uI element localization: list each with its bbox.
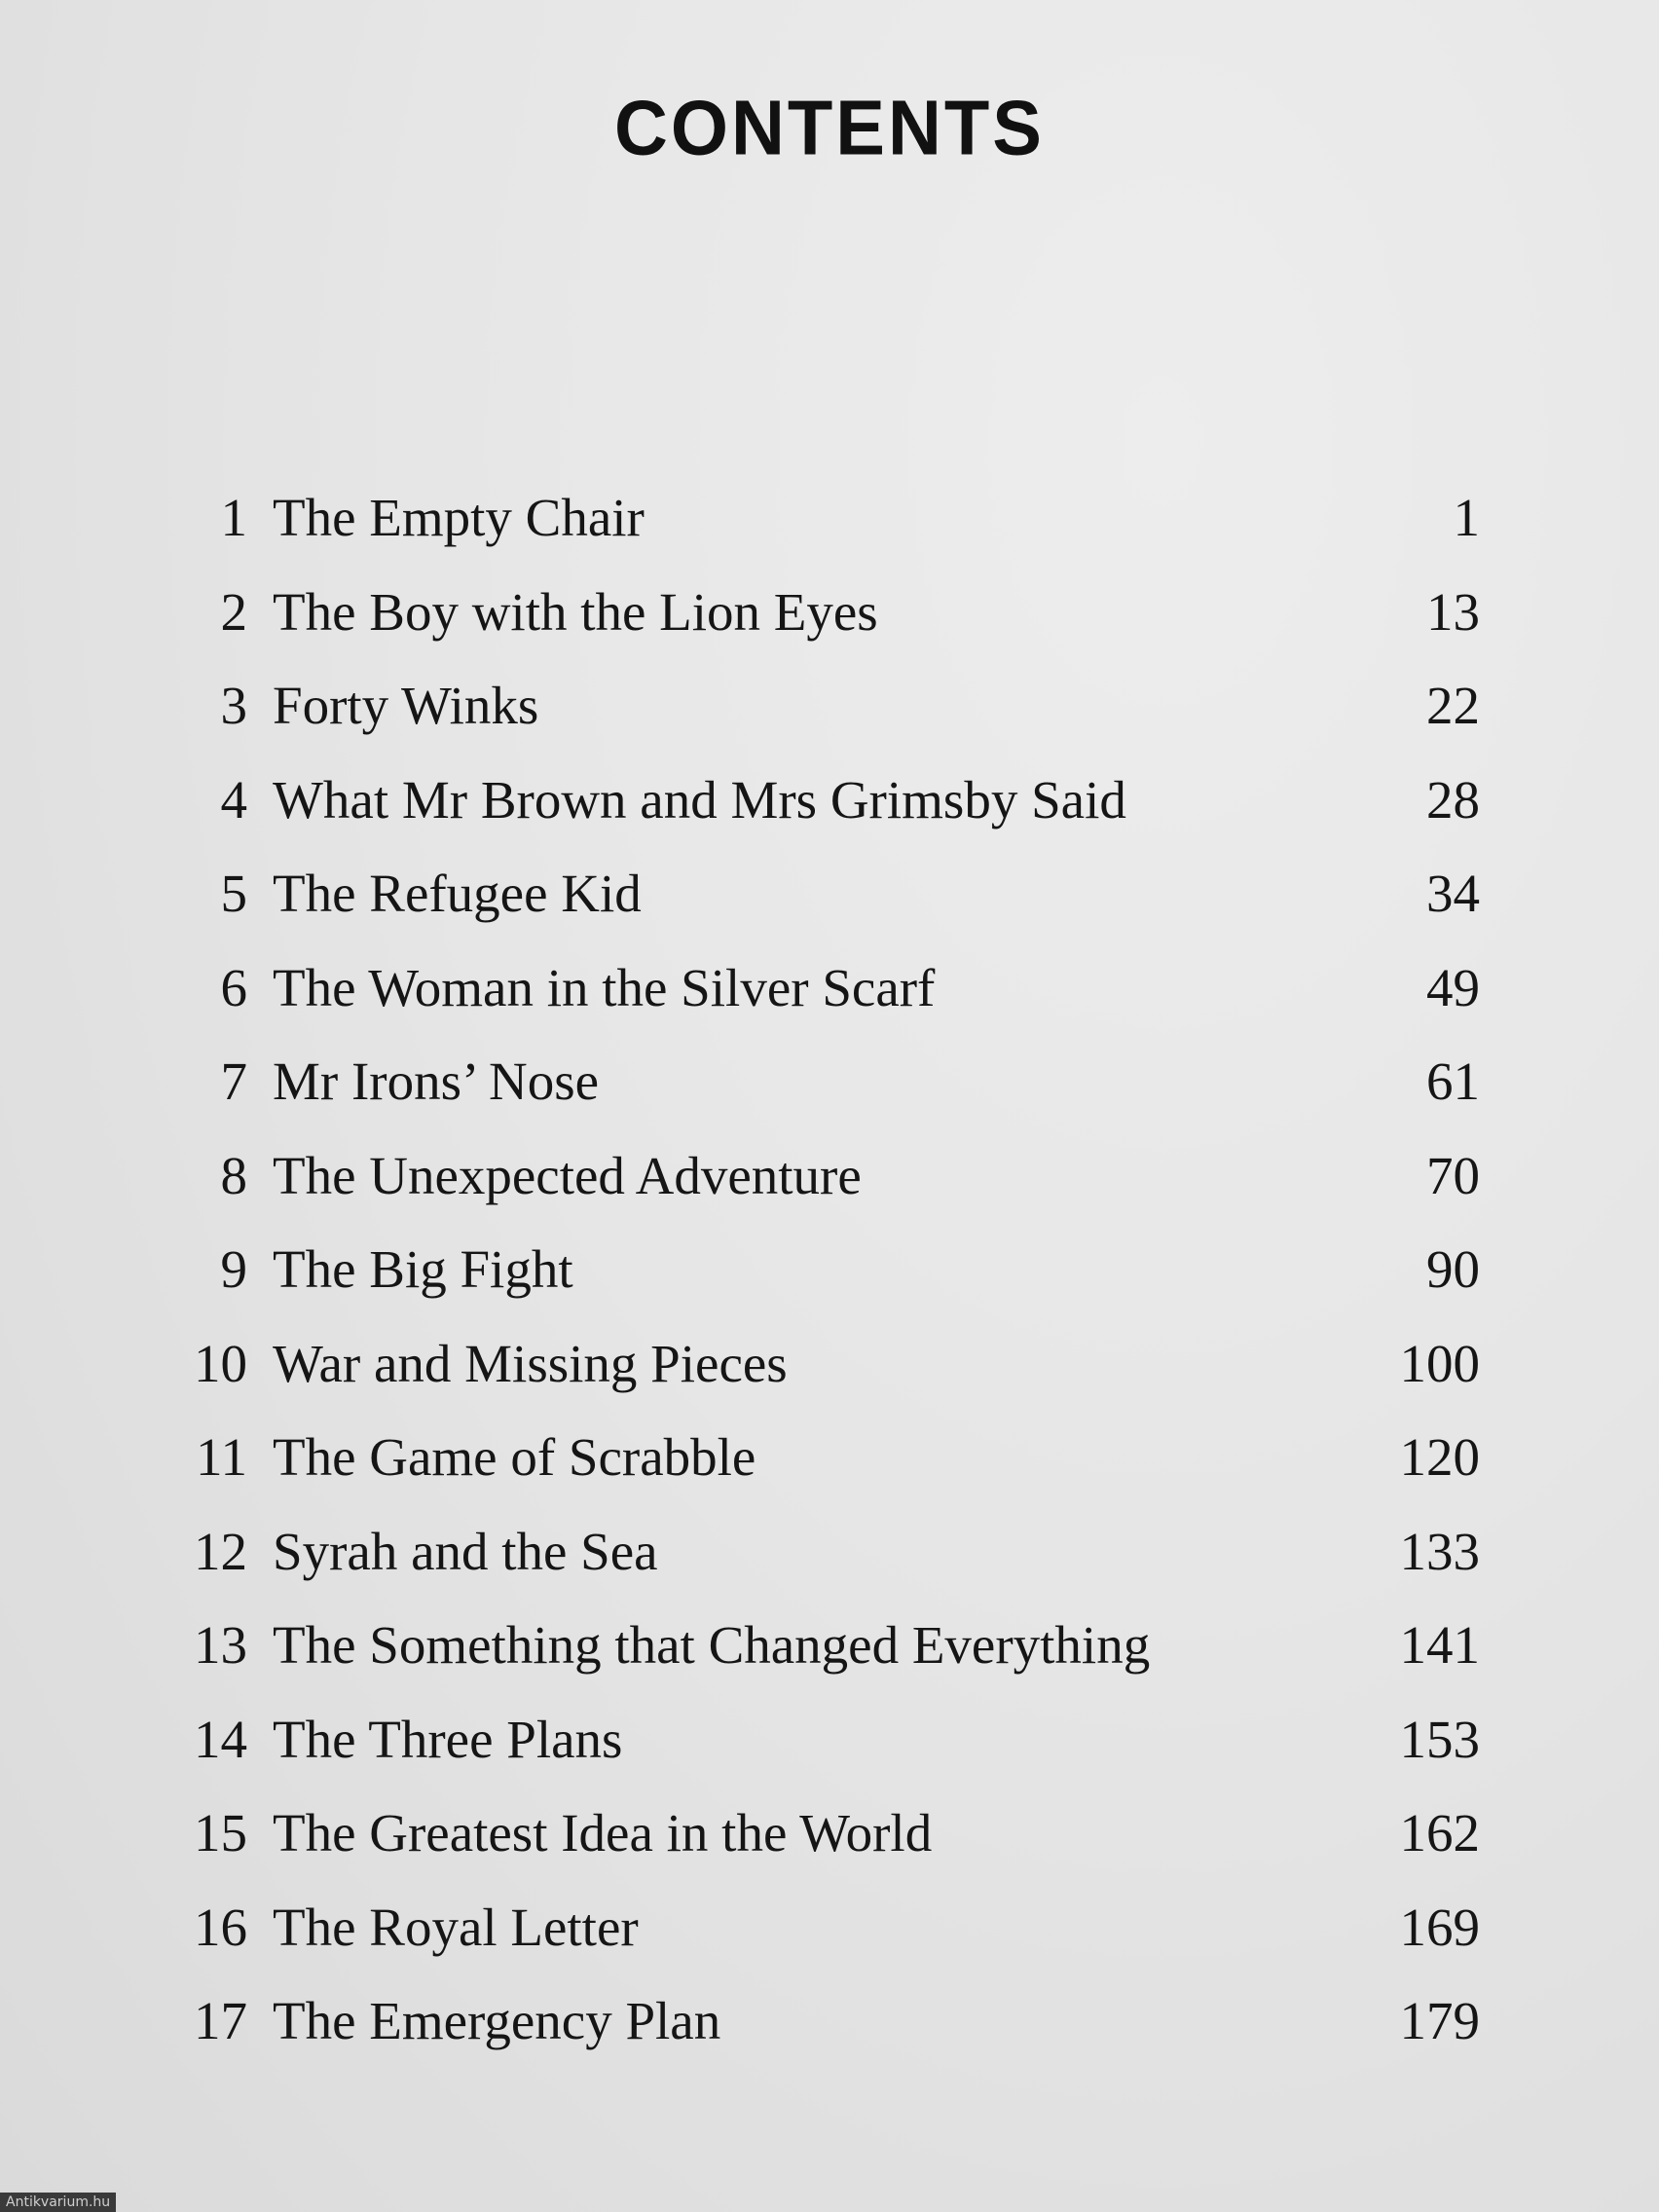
chapter-number: 17 — [194, 1991, 247, 2050]
chapter-page: 1 — [1453, 488, 1480, 547]
toc-row — [175, 667, 1480, 761]
chapter-title: The Three Plans — [273, 1709, 623, 1769]
chapter-title: War and Missing Pieces — [273, 1333, 788, 1393]
chapter-title: Syrah and the Sea — [273, 1521, 658, 1581]
chapter-title: The Boy with the Lion Eyes — [273, 581, 878, 642]
chapter-title: The Woman in the Silver Scarf — [273, 957, 936, 1017]
toc-row — [175, 1513, 1480, 1607]
toc-row — [175, 573, 1480, 668]
chapter-title: The Royal Letter — [273, 1897, 639, 1957]
chapter-number: 6 — [220, 957, 247, 1017]
chapter-title: The Refugee Kid — [273, 864, 642, 923]
toc-row — [175, 1325, 1480, 1419]
chapter-number: 15 — [194, 1803, 247, 1862]
chapter-page: 153 — [1399, 1709, 1480, 1769]
toc-row — [175, 1137, 1480, 1232]
chapter-number: 3 — [220, 676, 247, 735]
toc-row — [175, 1419, 1480, 1513]
chapter-page: 28 — [1426, 769, 1480, 830]
toc-row — [175, 1889, 1480, 1983]
chapter-title: The Game of Scrabble — [273, 1427, 756, 1487]
toc-row — [175, 1606, 1480, 1701]
chapter-title: The Greatest Idea in the World — [273, 1803, 933, 1862]
chapter-page: 49 — [1426, 957, 1480, 1017]
table-of-contents — [175, 479, 1480, 2077]
watermark: Antikvarium.hu — [0, 2193, 116, 2212]
chapter-page: 61 — [1426, 1051, 1480, 1111]
page-title: CONTENTS — [614, 84, 1045, 172]
chapter-number: 14 — [194, 1709, 247, 1769]
chapter-number: 16 — [194, 1897, 247, 1957]
chapter-page: 141 — [1399, 1615, 1480, 1675]
chapter-page: 90 — [1426, 1239, 1480, 1299]
chapter-page: 100 — [1399, 1333, 1480, 1393]
chapter-page: 34 — [1426, 864, 1480, 923]
toc-row — [175, 855, 1480, 949]
chapter-number: 2 — [220, 581, 247, 642]
toc-row — [175, 479, 1480, 573]
chapter-title: The Empty Chair — [273, 488, 645, 547]
toc-row — [175, 1043, 1480, 1137]
chapter-number: 12 — [194, 1521, 247, 1581]
chapter-page: 22 — [1426, 676, 1480, 735]
chapter-number: 8 — [220, 1145, 247, 1205]
chapter-title: What Mr Brown and Mrs Grimsby Said — [273, 769, 1126, 830]
toc-row — [175, 1701, 1480, 1795]
chapter-page: 162 — [1399, 1803, 1480, 1862]
chapter-title: Mr Irons’ Nose — [273, 1051, 600, 1111]
chapter-page: 120 — [1399, 1427, 1480, 1487]
toc-row — [175, 761, 1480, 856]
chapter-page: 179 — [1399, 1991, 1480, 2050]
chapter-title: The Something that Changed Everything — [273, 1615, 1151, 1675]
chapter-number: 1 — [220, 488, 247, 547]
chapter-title: The Big Fight — [273, 1239, 573, 1299]
chapter-number: 13 — [194, 1615, 247, 1675]
chapter-page: 13 — [1426, 581, 1480, 642]
chapter-title: The Emergency Plan — [273, 1991, 721, 2050]
chapter-page: 133 — [1399, 1521, 1480, 1581]
chapter-number: 9 — [220, 1239, 247, 1299]
toc-row — [175, 1982, 1480, 2077]
chapter-number: 5 — [220, 864, 247, 923]
chapter-page: 169 — [1399, 1897, 1480, 1957]
chapter-number: 4 — [220, 769, 247, 830]
chapter-number: 7 — [220, 1051, 247, 1111]
toc-row — [175, 949, 1480, 1044]
chapter-title: The Unexpected Adventure — [273, 1145, 862, 1205]
toc-row — [175, 1794, 1480, 1889]
chapter-title: Forty Winks — [273, 676, 539, 735]
chapter-page: 70 — [1426, 1145, 1480, 1205]
toc-row — [175, 1231, 1480, 1325]
chapter-number: 11 — [196, 1427, 247, 1487]
chapter-number: 10 — [194, 1333, 247, 1393]
